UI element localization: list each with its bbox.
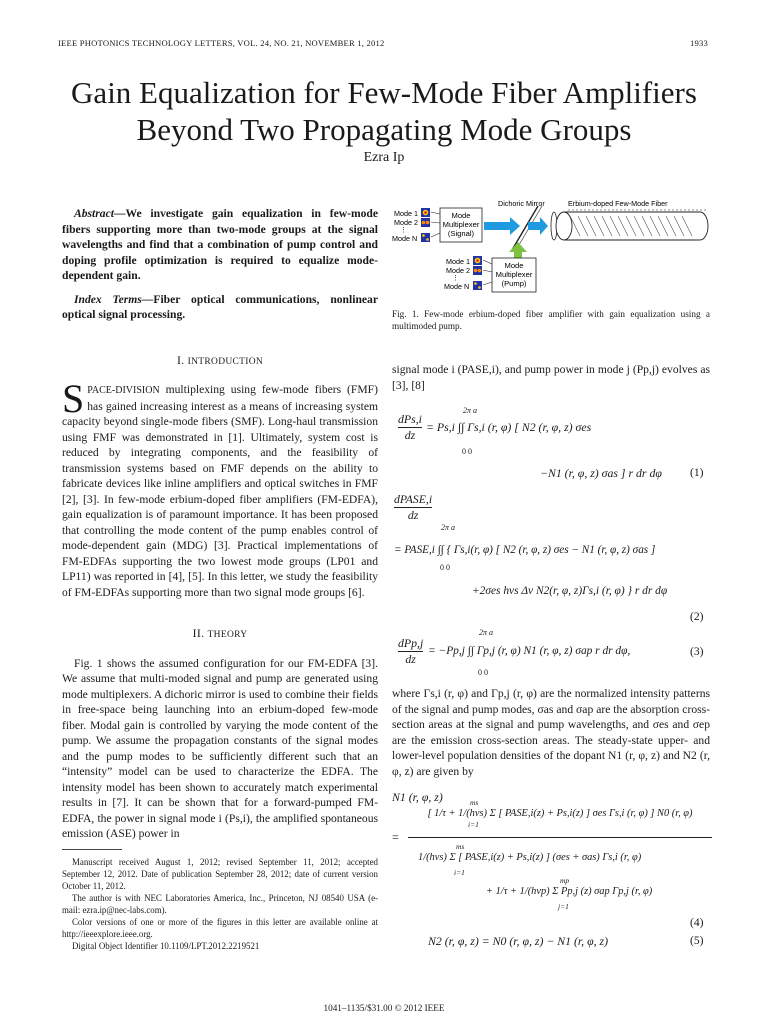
eq2-lhs-numerator: dPASE,i	[394, 492, 433, 506]
figure-1	[388, 196, 714, 300]
page-number: 1933	[690, 38, 708, 48]
footnote-color: Color versions of one or more of the figures in this letter are available online at http://ieeexplore.ieee.org.	[62, 917, 378, 939]
section-heading-theory	[62, 626, 378, 644]
pump-mux-label-2: Multiplexer	[495, 270, 533, 279]
dichoric-mirror-label: Dichoric Mirror	[498, 199, 545, 208]
equation-4-denominator-line-2: + 1/τ + 1/(hνp) Σ Pp,j (z) σap Γp,j (r, φ)	[486, 886, 653, 897]
equation-1-rhs: = Ps,i ∫∫ Γs,i (r, φ) [ N2 (r, φ, z) σes	[426, 420, 592, 434]
pump-mode-1-label: Mode 1	[446, 257, 470, 266]
pump-mode-profile-icons	[473, 256, 482, 290]
journal-header: IEEE PHOTONICS TECHNOLOGY LETTERS, VOL. 24, NO. 21, NOVEMBER 1, 2012	[58, 38, 385, 48]
equation-1-number: (1)	[690, 466, 704, 479]
eq1-int-upper: 2π a	[463, 406, 478, 415]
left-column	[62, 206, 378, 842]
equation-2-number: (2)	[690, 610, 704, 623]
output-arrow-icon	[528, 217, 548, 235]
eq2-int-upper: 2π a	[441, 523, 456, 532]
pump-mux-label-1: Mode	[504, 261, 524, 270]
signal-mode-2-label: Mode 2	[394, 218, 418, 227]
equation-2-lhs	[394, 492, 432, 523]
figure-1-caption: Fig. 1. Few-mode erbium-doped fiber amplifier with gain equalization using a multimoded pump.	[392, 309, 710, 331]
abstract-text: We investigate gain equalization in few-mode fibers supporting more than two-mode groups at the signal wavelengths and find that a combination of pump control and doping profile optimization is required to equalize mode-dependent gain.	[62, 207, 378, 282]
drop-cap: S	[62, 376, 85, 421]
footnote-affiliation: The author is with NEC Laboratories America, Inc., Princeton, NJ 08540 USA (e-mail: ezra.ip@nec-labs.com).	[62, 893, 378, 915]
eq4-den-sum-upper-s: ms	[456, 842, 465, 851]
svg-text:⋮: ⋮	[452, 273, 460, 282]
footnote-doi: Digital Object Identifier 10.1109/LPT.2012.2219521	[72, 941, 260, 951]
equation-5: N2 (r, φ, z) = N0 (r, φ, z) − N1 (r, φ, z)	[428, 934, 609, 948]
title-line-1: Gain Equalization for Few-Mode Fiber Amplifiers	[71, 75, 697, 110]
section-number: I.	[176, 352, 185, 367]
eq1-int-lower: 0 0	[462, 447, 472, 456]
equation-4-number: (4)	[690, 916, 704, 929]
title-line-2: Beyond Two Propagating Mode Groups	[136, 112, 632, 147]
eq1-lhs-denominator: dz	[398, 427, 422, 443]
index-terms: Index Terms—Fiber optical communications, nonlinear optical signal processing.	[62, 292, 378, 321]
equation-3-rhs: = −Pp,j ∫∫ Γp,j (r, φ) N1 (r, φ, z) σap r dr dφ,	[428, 645, 631, 657]
eq4-sum-lower-i: i=1	[468, 820, 479, 829]
abstract-label: Abstract	[74, 207, 114, 220]
eq3-lhs-numerator: dPp,j	[398, 636, 424, 650]
theory-paragraph: Fig. 1 shows the assumed configuration for our FM-EDFA [3]. We assume that multi-moded signal and pump are generated using mode multiplexers. A dichoric mirror is used to combine their fields in free-space being launching into an erbium-doped few-mode fiber. Modal gain is controlled by varying the mode content of the pump. We assume the propagation constants of the signal modes and the pump modes to be sufficiently different such that an “intensity” model can be used to characterize the EDFA. The intensity model has been shown to accurately match experimental results in [7]. It can be shown that for a forward-pumped FM-EDFA, the power in signal mode i (Ps,i), the amplified spontaneous emission (ASE) power in	[62, 656, 378, 840]
equation-4-equals: =	[392, 830, 399, 844]
eq4-den-sum-lower-i: i=1	[454, 868, 465, 877]
eq3-int-upper: 2π a	[479, 628, 494, 637]
few-mode-fiber-icon	[556, 212, 708, 240]
equation-4-numerator: [ 1/τ + 1/(hνs) Σ [ PASE,i(z) + Ps,i(z) ] σes Γs,i (r, φ) ] N0 (r, φ)	[427, 808, 693, 819]
signal-mode-profile-icons	[421, 208, 430, 242]
equation-5-number: (5)	[690, 934, 704, 947]
signal-arrow-icon	[484, 217, 520, 235]
eq4-sum-upper-p: mp	[560, 876, 570, 885]
equation-3-lhs	[398, 636, 423, 667]
signal-mux-label-3: (Signal)	[447, 229, 475, 238]
signal-mode-n-label: Mode N	[392, 234, 418, 243]
right-paragraph: where Γs,i (r, φ) and Γp,j (r, φ) are the normalized intensity patterns of the signal and pump modes, σas and σap are the absorption cross-section areas at the signal and pump wavelengths, and σes and σep are the emission cross-section areas. The steady-state upper- and lower-level population densities of the dopant N1 (r, φ, z) and N2 (r, φ, z) are given by	[392, 687, 710, 778]
index-terms-label: Index Terms	[74, 292, 142, 306]
eq3-int-lower: 0 0	[478, 668, 488, 677]
section-number: II.	[192, 626, 205, 640]
author: Ezra Ip	[363, 150, 405, 165]
paper-title	[40, 74, 728, 148]
footnotes	[62, 856, 378, 952]
index-terms-text: Fiber optical communications, nonlinear optical signal processing.	[62, 292, 378, 321]
eq2-int-lower: 0 0	[440, 563, 450, 572]
equation-4-fraction-bar	[408, 837, 712, 838]
right-lead-text: signal mode i (PASE,i), and pump power in mode j (Pp,j) evolves as [3], [8]	[392, 363, 710, 392]
eq1-lhs-numerator: dPs,i	[398, 412, 422, 426]
signal-mux-label-2: Multiplexer	[442, 220, 480, 229]
section-title: INTRODUCTION	[187, 356, 264, 367]
pump-mode-2-label: Mode 2	[446, 266, 470, 275]
footnote-manuscript: Manuscript received August 1, 2012; revised September 11, 2012; accepted September 12, 2012. Date of publication September 28, 2012; date of current version October 11, 2012.	[62, 857, 378, 891]
pump-mode-n-label: Mode N	[444, 282, 470, 291]
footnote-rule	[62, 849, 122, 850]
figure-1-diagram	[388, 196, 714, 300]
section-heading-introduction	[62, 353, 378, 371]
eq4-sum-upper-s: ms	[470, 798, 479, 807]
fiber-label: Erbium-doped Few-Mode Fiber	[568, 199, 668, 208]
section-title: THEORY	[207, 630, 248, 640]
pump-mux-label-3: (Pump)	[501, 279, 527, 288]
equation-3-number: (3)	[690, 645, 704, 658]
svg-text:⋮: ⋮	[400, 225, 408, 234]
signal-mux-label-1: Mode	[451, 211, 471, 220]
eq2-lhs-denominator: dz	[394, 507, 432, 523]
abstract: Abstract—We investigate gain equalization in few-mode fibers supporting more than two-mode groups at the signal wavelengths and find that a combination of pump control and doping profile optimization is required to equalize mode-dependent gain.	[62, 207, 378, 282]
intro-text: multiplexing using few-mode fibers (FMF) has gained increasing interest as a means of increasing system capacity beyond single-mode fibers (SMF). Long-haul transmission using FMF was demonstrated in [1]. Ultimately, system cost is reduced by integrating components, and the feasibility of transmission systems based on FMF depends on the ability to fabricate devices like inline amplifiers and optical switches in FMF [2], [3]. In few-mode erbium-doped fiber amplifiers (FM-EDFA), gain equalization is of paramount importance. It has been proposed that controlling the mode content of the pump enables control of mode-dependent gain (MDG) [3]. Practical implementations of FM-EDFAs supporting the two lowest mode groups (LP01 and LP11) was reported in [4], [5]. In this letter, we study the feasibility of FM-EDFAs supporting more than two signal mode groups [6].	[62, 383, 378, 599]
equation-4-denominator-line-1: 1/(hνs) Σ [ PASE,i(z) + Ps,i(z) ] (σes + σas) Γs,i (r, φ)	[418, 852, 642, 863]
equation-2-continued: +2σes hνs Δν N2(r, φ, z)Γs,i (r, φ) } r dr dφ	[472, 585, 668, 597]
eq4-sum-lower-j: j=1	[558, 902, 569, 911]
equation-4-lhs: N1 (r, φ, z)	[392, 790, 443, 804]
equation-1-continued: −N1 (r, φ, z) σas ] r dr dφ	[540, 466, 662, 480]
signal-mode-1-label: Mode 1	[394, 209, 418, 218]
eq3-lhs-denominator: dz	[398, 651, 423, 667]
equation-2-rhs: = PASE,i ∫∫ { Γs,i(r, φ) [ N2 (r, φ, z) σes − N1 (r, φ, z) σas ]	[394, 544, 656, 556]
intro-paragraph	[62, 376, 378, 600]
intro-first-word: PACE-DIVISION	[87, 385, 160, 396]
equation-1-lhs	[398, 412, 422, 443]
copyright-footer: 1041–1135/$31.00 © 2012 IEEE	[323, 1003, 445, 1013]
